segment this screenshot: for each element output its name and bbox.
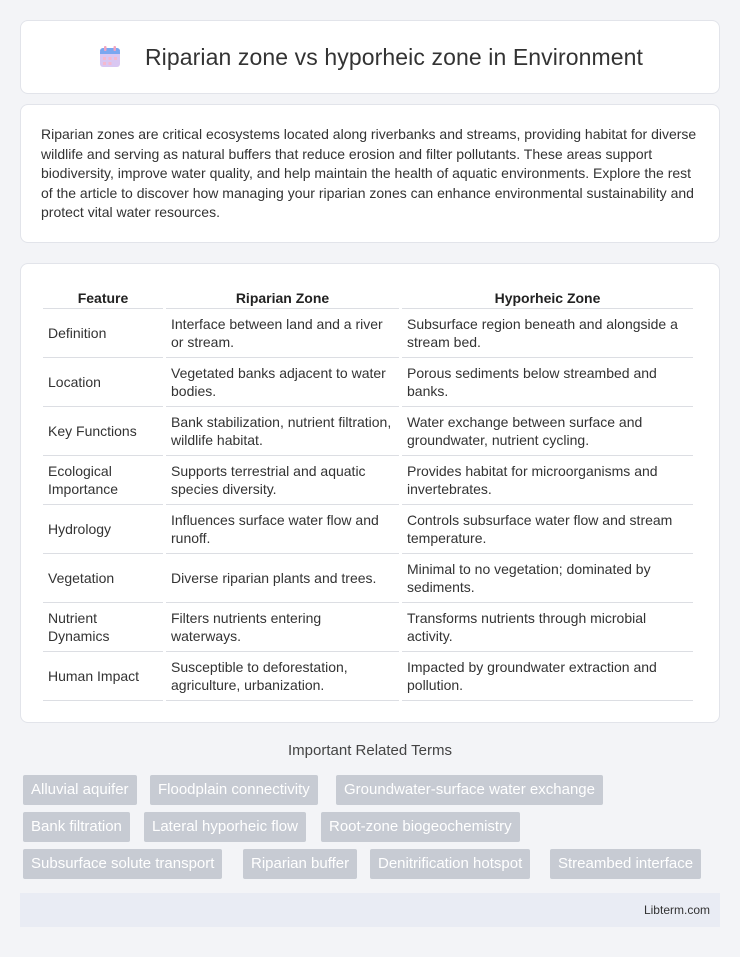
riparian-cell: Filters nutrients entering waterways. — [166, 603, 399, 652]
table-header-row — [43, 286, 693, 309]
related-term-tag[interactable]: Floodplain connectivity — [150, 775, 318, 805]
riparian-cell: Susceptible to deforestation, agriculture, urbanization. — [166, 652, 399, 701]
feature-cell: Hydrology — [43, 505, 163, 554]
calendar-icon — [97, 44, 123, 70]
related-term-tag[interactable]: Alluvial aquifer — [23, 775, 137, 805]
related-term-tag[interactable]: Groundwater-surface water exchange — [336, 775, 603, 805]
related-term-tag[interactable]: Root-zone biogeochemistry — [321, 812, 520, 842]
hyporheic-cell: Minimal to no vegetation; dominated by sediments. — [402, 554, 693, 603]
table-row — [43, 309, 693, 358]
table-row — [43, 652, 693, 701]
table-row — [43, 358, 693, 407]
intro-card — [20, 104, 720, 243]
hyporheic-cell: Controls subsurface water flow and stream temperature. — [402, 505, 693, 554]
intro-text: Riparian zones are critical ecosystems located along riverbanks and streams, providing habitat for diverse wildlife and serving as natural buffers that reduce erosion and filter pollutants. These areas support biodiversity, improve water quality, and help maintain the health of aquatic environments. Explore the rest of the article to discover how managing your riparian zones can enhance environmental sustainability and protect vital water resources. — [41, 126, 697, 220]
feature-cell: Location — [43, 358, 163, 407]
hyporheic-cell: Subsurface region beneath and alongside a stream bed. — [402, 309, 693, 358]
table-row — [43, 505, 693, 554]
related-terms-title: Important Related Terms — [288, 742, 452, 759]
title-card — [20, 20, 720, 94]
riparian-cell: Vegetated banks adjacent to water bodies. — [166, 358, 399, 407]
hyporheic-cell: Water exchange between surface and groundwater, nutrient cycling. — [402, 407, 693, 456]
related-term-tag[interactable]: Subsurface solute transport — [23, 849, 222, 879]
comparison-table-card — [20, 263, 720, 723]
related-term-tag[interactable]: Riparian buffer — [243, 849, 357, 879]
feature-cell: Ecological Importance — [43, 456, 163, 505]
table-row — [43, 407, 693, 456]
related-term-tag[interactable]: Streambed interface — [550, 849, 701, 879]
riparian-cell: Diverse riparian plants and trees. — [166, 554, 399, 603]
feature-cell: Human Impact — [43, 652, 163, 701]
riparian-cell: Bank stabilization, nutrient filtration, wildlife habitat. — [166, 407, 399, 456]
table-row — [43, 603, 693, 652]
riparian-cell: Interface between land and a river or stream. — [166, 309, 399, 358]
column-header-riparian: Riparian Zone — [166, 286, 399, 309]
hyporheic-cell: Impacted by groundwater extraction and pollution. — [402, 652, 693, 701]
table-row — [43, 554, 693, 603]
column-header-feature: Feature — [43, 286, 163, 309]
feature-cell: Key Functions — [43, 407, 163, 456]
column-header-hyporheic: Hyporheic Zone — [402, 286, 693, 309]
related-term-tag[interactable]: Lateral hyporheic flow — [144, 812, 306, 842]
riparian-cell: Supports terrestrial and aquatic species diversity. — [166, 456, 399, 505]
page-title: Riparian zone vs hyporheic zone in Environment — [144, 43, 644, 70]
footer-site-link[interactable]: Libterm.com — [643, 903, 710, 917]
related-term-tag[interactable]: Denitrification hotspot — [370, 849, 530, 879]
feature-cell: Nutrient Dynamics — [43, 603, 163, 652]
hyporheic-cell: Transforms nutrients through microbial activity. — [402, 603, 693, 652]
riparian-cell: Influences surface water flow and runoff. — [166, 505, 399, 554]
hyporheic-cell: Porous sediments below streambed and banks. — [402, 358, 693, 407]
hyporheic-cell: Provides habitat for microorganisms and invertebrates. — [402, 456, 693, 505]
footer — [20, 893, 720, 927]
related-term-tag[interactable]: Bank filtration — [23, 812, 130, 842]
table-row — [43, 456, 693, 505]
feature-cell: Definition — [43, 309, 163, 358]
feature-cell: Vegetation — [43, 554, 163, 603]
comparison-table — [40, 286, 696, 701]
